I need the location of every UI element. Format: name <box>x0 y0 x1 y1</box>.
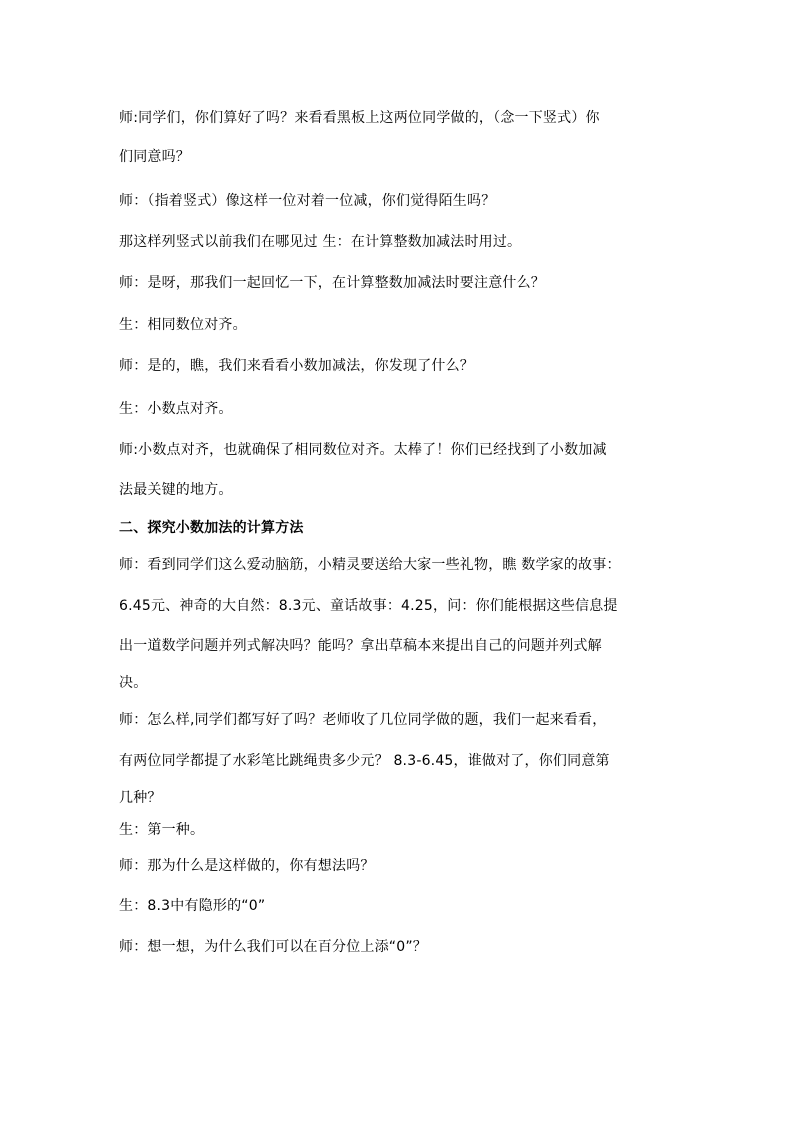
text-line: 师:小数点对齐，也就确保了相同数位对齐。太棒了！你们已经找到了小数加减 <box>119 442 607 458</box>
text-line: 师：想一想，为什么我们可以在百分位上添“0”？ <box>119 939 428 955</box>
text-line: 有两位同学都提了水彩笔比跳绳贵多少元？ 8.3-6.45，谁做对了，你们同意第 <box>119 753 610 769</box>
text-line: 生：第一种。 <box>119 822 205 838</box>
text-line: 师:同学们，你们算好了吗？来看看黑板上这两位同学做的，（念一下竖式）你 <box>119 110 600 126</box>
text-line: 师：那为什么是这样做的，你有想法吗？ <box>119 858 375 874</box>
text-line: 师：是呀，那我们一起回忆一下，在计算整数加减法时要注意什么？ <box>119 275 545 291</box>
text-line: 生：相同数位对齐。 <box>119 317 247 333</box>
text-line: 决。 <box>119 675 148 691</box>
text-line: 师：看到同学们这么爱动脑筋，小精灵要送给大家一些礼物，瞧 数学家的故事： <box>119 557 621 573</box>
text-line: 师：怎么样,同学们都写好了吗？老师收了几位同学做的题，我们一起来看看， <box>119 712 607 728</box>
text-line: 师：（指着竖式）像这样一位对着一位减，你们觉得陌生吗？ <box>119 193 496 209</box>
text-line: 们同意吗？ <box>119 149 190 165</box>
text-line: 出一道数学问题并列式解决吗？能吗？拿出草稿本来提出自己的问题并列式解 <box>119 638 602 654</box>
section-heading: 二、探究小数加法的计算方法 <box>119 520 304 536</box>
text-line: 几种？ <box>119 790 162 806</box>
text-line: 生：小数点对齐。 <box>119 401 233 417</box>
text-line: 生：8.3中有隐形的“0” <box>119 898 266 914</box>
text-line: 法最关键的地方。 <box>119 482 233 498</box>
text-line: 那这样列竖式以前我们在哪见过 生：在计算整数加减法时用过。 <box>119 234 522 250</box>
text-line: 6.45元、神奇的大自然：8.3元、童话故事：4.25，问：你们能根据这些信息提 <box>119 598 618 614</box>
text-line: 师：是的，瞧，我们来看看小数加减法，你发现了什么？ <box>119 358 474 374</box>
